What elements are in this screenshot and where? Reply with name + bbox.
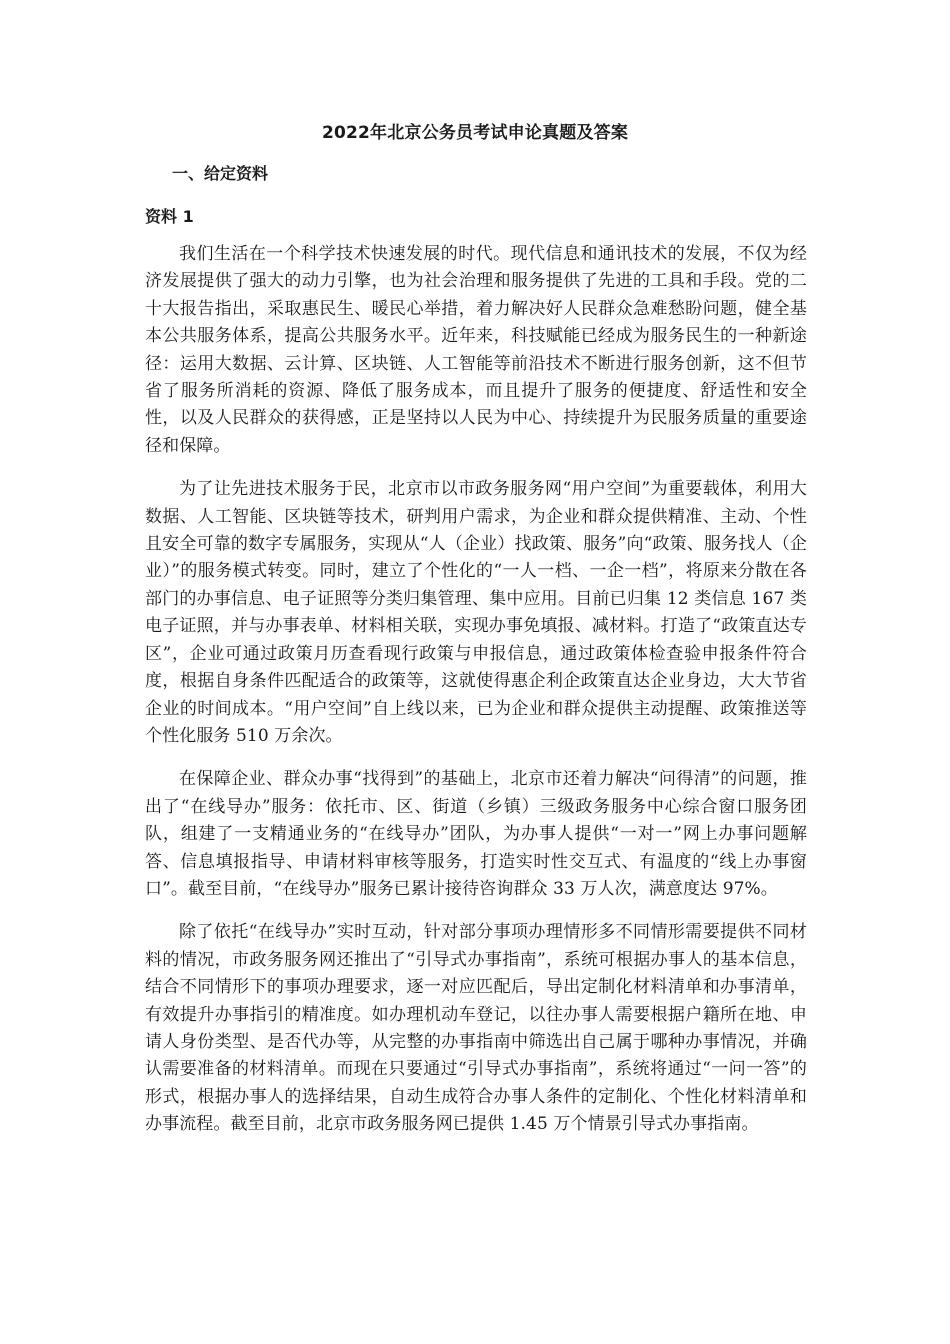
paragraph: 我们生活在一个科学技术快速发展的时代。现代信息和通讯技术的发展，不仅为经济发展提供了强大的动力引擎，也为社会治理和服务提供了先进的工具和手段。党的二十大报告指出，采取惠民生、暖民心举措，着力解决好人民群众急难愁盼问题，健全基本公共服务体系，提高公共服务水平。近年来，科技赋能已经成为服务民生的一种新途径：运用大数据、云计算、区块链、人工智能等前沿技术不断进行服务创新，这不但节省了服务所消耗的资源、降低了服务成本，而且提升了服务的便捷度、舒适性和安全性，以及人民群众的获得感，正是坚持以人民为中心、持续提升为民服务质量的重要途径和保障。 [145,244,807,456]
paragraph: 在保障企业、群众办事“找得到”的基础上，北京市还着力解决“问得清”的问题，推出了“在线导办”服务：依托市、区、街道（乡镇）三级政务服务中心综合窗口服务团队，组建了一支精通业务的“在线导办”团队，为办事人提供“一对一”网上办事问题解答、信息填报指导、申请材料审核等服务，打造实时性交互式、有温度的“线上办事窗口”。截至目前，“在线导办”服务已累计接待咨询群众 33 万人次，满意度达 97%。 [145,769,807,899]
document-title: 2022年北京公务员考试申论真题及答案 [321,123,629,143]
section-heading: 一、给定资料 [172,164,269,183]
material-heading: 资料 1 [145,207,194,226]
document-body [145,241,807,1155]
paragraph: 为了让先进技术服务于民，北京市以市政务服务网“用户空间”为重要载体，利用大数据、人工智能、区块链等技术，研判用户需求，为企业和群众提供精准、主动、个性且安全可靠的数字专属服务，实现从“人（企业）找政策、服务”向“政策、服务找人（企业）”的服务模式转变。同时，建立了个性化的“一人一档、一企一档”，将原来分散在各部门的办事信息、电子证照等分类归集管理、集中应用。目前已归集 12 类信息 167 类电子证照，并与办事表单、材料相关联，实现办事免填报、减材料。打造了“政策直达专区”，企业可通过政策月历查看现行政策与申报信息，通过政策体检查验申报条件符合度，根据自身条件匹配适合的政策等，这就使得惠企利企政策直达企业身边，大大节省企业的时间成本。“用户空间”自上线以来，已为企业和群众提供主动提醒、政策推送等个性化服务 510 万余次。 [145,479,807,746]
paragraph: 除了依托“在线导办”实时互动，针对部分事项办理情形多不同情形需要提供不同材料的情况，市政务服务网还推出了“引导式办事指南”，系统可根据办事人的基本信息，结合不同情形下的事项办理要求，逐一对应匹配后，导出定制化材料清单和办事清单，有效提升办事指引的精准度。如办理机动车登记，以往办事人需要根据户籍所在地、申请人身份类型、是否代办等，从完整的办事指南中筛选出自己属于哪种办事情况，并确认需要准备的材料清单。而现在只要通过“引导式办事指南”，系统将通过“一问一答”的形式，根据办事人的选择结果，自动生成符合办事人条件的定制化、个性化材料清单和办事流程。截至目前，北京市政务服务网已提供 1.45 万个情景引导式办事指南。 [145,922,807,1135]
